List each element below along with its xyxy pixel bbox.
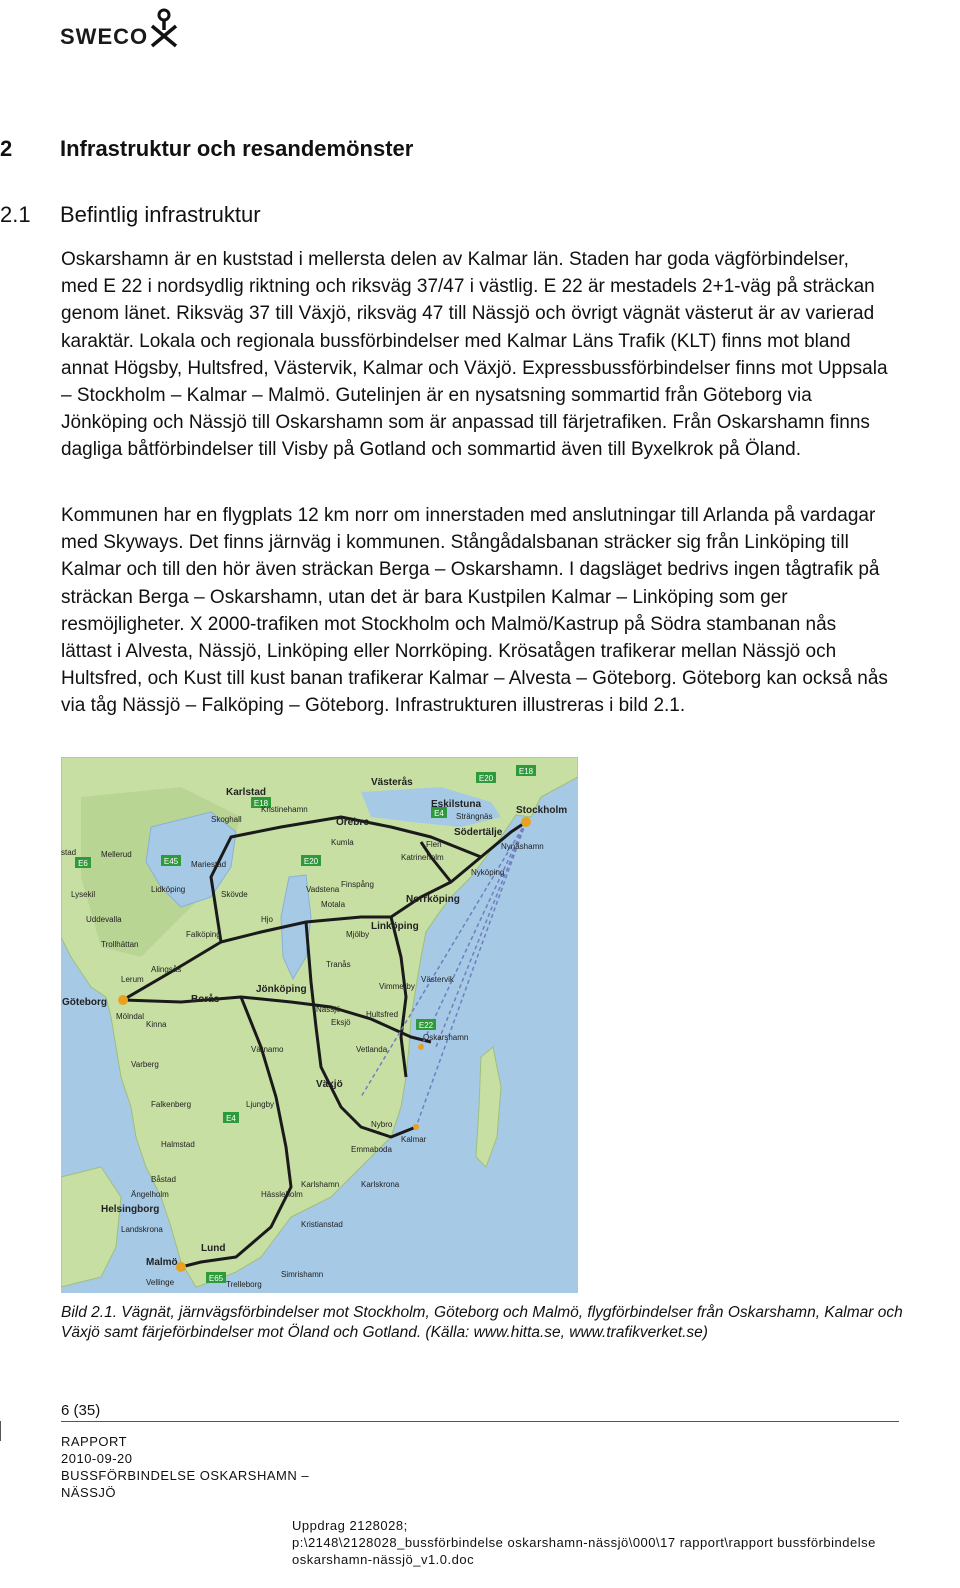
label-nybro: Nybro: [371, 1120, 393, 1129]
label-karlskrona: Karlskrona: [361, 1180, 400, 1189]
footer-divider-tick: [0, 1421, 1, 1441]
doc-title-line1: BUSSFÖRBINDELSE OSKARSHAMN –: [61, 1468, 310, 1483]
label-finspang: Finspång: [341, 880, 374, 889]
label-emmaboda: Emmaboda: [351, 1145, 392, 1154]
label-ljungby: Ljungby: [246, 1100, 275, 1109]
section-number: 2: [0, 136, 13, 161]
label-falkoping: Falköping: [186, 930, 221, 939]
label-hultsfred: Hultsfred: [366, 1010, 399, 1019]
label-mjolby: Mjölby: [346, 930, 370, 939]
city-dot-goteborg: [118, 995, 128, 1005]
label-lerum: Lerum: [121, 975, 144, 984]
label-eskilstuna: Eskilstuna: [431, 799, 482, 810]
label-katrineholm: Katrineholm: [401, 853, 444, 862]
paragraph-1: Oskarshamn är en kuststad i mellersta delen av Kalmar län. Staden har goda vägförbindelser, med E 22 i nordsydlig riktning och riksväg 37/47 i västlig. E 22 är mestadels 2+1-väg på sträckan genom länet. Riksväg 37 till Växjö, riksväg 47 till Nässjö och övrigt vägnät västerut är av varierad karaktär. Lokala och regionala bussförbindelser med Kalmar Läns Trafik (KLT) finns mot bland annat Högsby, Hultsfred, Västervik, Kalmar och Växjö. Expressbussförbindelser finns mot Uppsala – Stockholm – Kalmar – Malmö. Gutelinjen är en nysatsning sommartid från Göteborg via Jönköping och Nässjö till Oskarshamn som är anpassad till färjetrafiken. Från Oskarshamn finns dagliga båtförbindelser till Visby på Gotland och sommartid även till Byxelkrok på Öland.: [61, 249, 888, 461]
footer-left: [61, 1433, 331, 1501]
label-molndal: Mölndal: [116, 1012, 145, 1021]
label-vasteras: Västerås: [371, 777, 413, 788]
label-hassleholm: Hässleholm: [261, 1190, 303, 1199]
doc-title-line2: NÄSSJÖ: [61, 1485, 117, 1500]
label-mellerud: Mellerud: [101, 850, 132, 859]
doc-type: RAPPORT: [61, 1434, 128, 1449]
label-flen: Flen: [426, 840, 442, 849]
label-trelleborg: Trelleborg: [226, 1280, 262, 1289]
section-title: Infrastruktur och resandemönster: [60, 136, 414, 161]
label-linkoping: Linköping: [371, 921, 419, 932]
label-jonkoping: Jönköping: [256, 984, 307, 995]
label-lysekil: Lysekil: [71, 890, 96, 899]
section-heading: [0, 136, 413, 162]
label-stockholm: Stockholm: [516, 805, 568, 816]
subsection-title: Befintlig infrastruktur: [60, 202, 261, 227]
label-nynashamn: Nynäshamn: [501, 842, 544, 851]
road-sign-label: E20: [478, 774, 494, 783]
label-lund: Lund: [201, 1243, 226, 1254]
label-norrkoping: Norrköping: [406, 894, 460, 905]
label-uddevalla: Uddevalla: [86, 915, 122, 924]
road-sign-label: E20: [303, 857, 319, 866]
doc-date: 2010-09-20: [61, 1451, 133, 1466]
city-dot-kalmar: [413, 1124, 419, 1130]
city-dot-oskarshamn: [418, 1044, 424, 1050]
road-sign-label: E18: [253, 799, 269, 808]
label-alingsas: Alingsås: [151, 965, 182, 974]
label-varnamo: Värnamo: [251, 1045, 284, 1054]
road-sign-label: E22: [418, 1021, 434, 1030]
page-number: 6 (35): [61, 1402, 101, 1419]
label-bastad: Båstad: [151, 1175, 176, 1184]
label-malmo: Malmö: [146, 1257, 178, 1268]
logo-text: SWECO: [60, 24, 149, 49]
subsection-heading: [0, 202, 261, 228]
label-strangnas: Strängnäs: [456, 812, 493, 821]
label-vadstena: Vadstena: [306, 885, 340, 894]
label-falkenberg: Falkenberg: [151, 1100, 192, 1109]
road-sign-label: E45: [163, 857, 179, 866]
label-landskrona: Landskrona: [121, 1225, 163, 1234]
label-kumla: Kumla: [331, 838, 354, 847]
label-vaxjo: Växjö: [316, 1079, 343, 1090]
road-sign-label: E18: [518, 767, 534, 776]
road-sign-label: E4: [226, 1114, 236, 1123]
file-path-line1: p:\2148\2128028_bussförbindelse oskarshamn-nässjö\000\17 rapport\rapport bussförbindelse: [292, 1535, 876, 1550]
label-motala: Motala: [321, 900, 346, 909]
label-helsingborg: Helsingborg: [101, 1204, 160, 1215]
label-angelholm: Ängelholm: [131, 1190, 169, 1199]
sweco-logo: [60, 8, 190, 48]
sweco-star-icon: [148, 8, 184, 48]
infrastructure-map: [61, 757, 578, 1293]
label-simrishamn: Simrishamn: [281, 1270, 324, 1279]
label-skoghall: Skoghall: [211, 815, 242, 824]
label-kristianstad: Kristianstad: [301, 1220, 343, 1229]
label-orebro: Orebro: [336, 817, 370, 828]
label-edge-stad: stad: [61, 848, 77, 857]
label-hjo: Hjo: [261, 915, 274, 924]
label-nykoping: Nyköping: [471, 868, 505, 877]
assignment-number: Uppdrag 2128028;: [292, 1518, 408, 1533]
label-eksjo: Eksjö: [331, 1018, 351, 1027]
label-nassjo: Nässjö: [316, 1005, 341, 1014]
label-kristinehamn: Kristinehamn: [261, 805, 308, 814]
label-karlshamn: Karlshamn: [301, 1180, 340, 1189]
road-sign-label: E65: [208, 1274, 224, 1283]
figure-caption: Bild 2.1. Vägnät, järnvägsförbindelser mot Stockholm, Göteborg och Malmö, flygförbindelser från Oskarshamn, Kalmar och Växjö samt färjeförbindelser mot Öland och Gotland. (Källa: www.hitta.se, www.trafikverket.se): [61, 1304, 903, 1341]
file-path-line2: oskarshamn-nässjö_v1.0.doc: [292, 1552, 475, 1567]
label-mariestad: Mariestad: [191, 860, 227, 869]
label-varberg: Varberg: [131, 1060, 159, 1069]
paragraph-2: Kommunen har en flygplats 12 km norr om innerstaden med anslutningar till Arlanda på vardagar med Skyways. Det finns järnväg i kommunen. Stångådalsbanan sträcker sig från Linköping till Kalmar och till den hör även sträckan Berga – Oskarshamn. I dagsläget bedrivs ingen tågtrafik på sträckan Berga – Oskarshamn, utan det är bara Kustpilen Kalmar – Linköping som ger resmöjligheter. X 2000-trafiken mot Stockholm och Malmö/Kastrup på Södra stambanan nås lättast i Alvesta, Nässjö, Linköping eller Norrköping. Krösatågen trafikerar mellan Nässjö och Hultsfred, och Kust till kust banan trafikerar Kalmar – Alvesta – Göteborg. Göteborg kan också nås via tåg Nässjö – Falköping – Göteborg. Infrastrukturen illustreras i bild 2.1.: [61, 505, 888, 717]
label-vellinge: Vellinge: [146, 1278, 175, 1287]
label-kalmar: Kalmar: [401, 1135, 427, 1144]
label-oskarshamn: Oskarshamn: [423, 1033, 469, 1042]
subsection-number: 2.1: [0, 202, 31, 227]
label-sodertalje: Södertälje: [454, 827, 503, 838]
city-dot-stockholm: [521, 817, 531, 827]
label-trollhattan: Trollhättan: [101, 940, 139, 949]
road-sign-label: E6: [78, 859, 88, 868]
road-sign-label: E4: [434, 809, 444, 818]
label-vimmerby: Vimmerby: [379, 982, 415, 991]
label-halmstad: Halmstad: [161, 1140, 195, 1149]
label-lidkoping: Lidköping: [151, 885, 186, 894]
label-kinna: Kinna: [146, 1020, 167, 1029]
label-skovde: Skövde: [221, 890, 248, 899]
label-vastervik: Västervik: [421, 975, 454, 984]
label-karlstad: Karlstad: [226, 787, 267, 798]
label-boras: Borås: [191, 994, 220, 1005]
label-goteborg: Göteborg: [62, 997, 107, 1008]
label-tranas: Tranås: [326, 960, 351, 969]
footer-divider: [61, 1421, 899, 1422]
label-vetlanda: Vetlanda: [356, 1045, 388, 1054]
footer-right: [292, 1517, 912, 1568]
